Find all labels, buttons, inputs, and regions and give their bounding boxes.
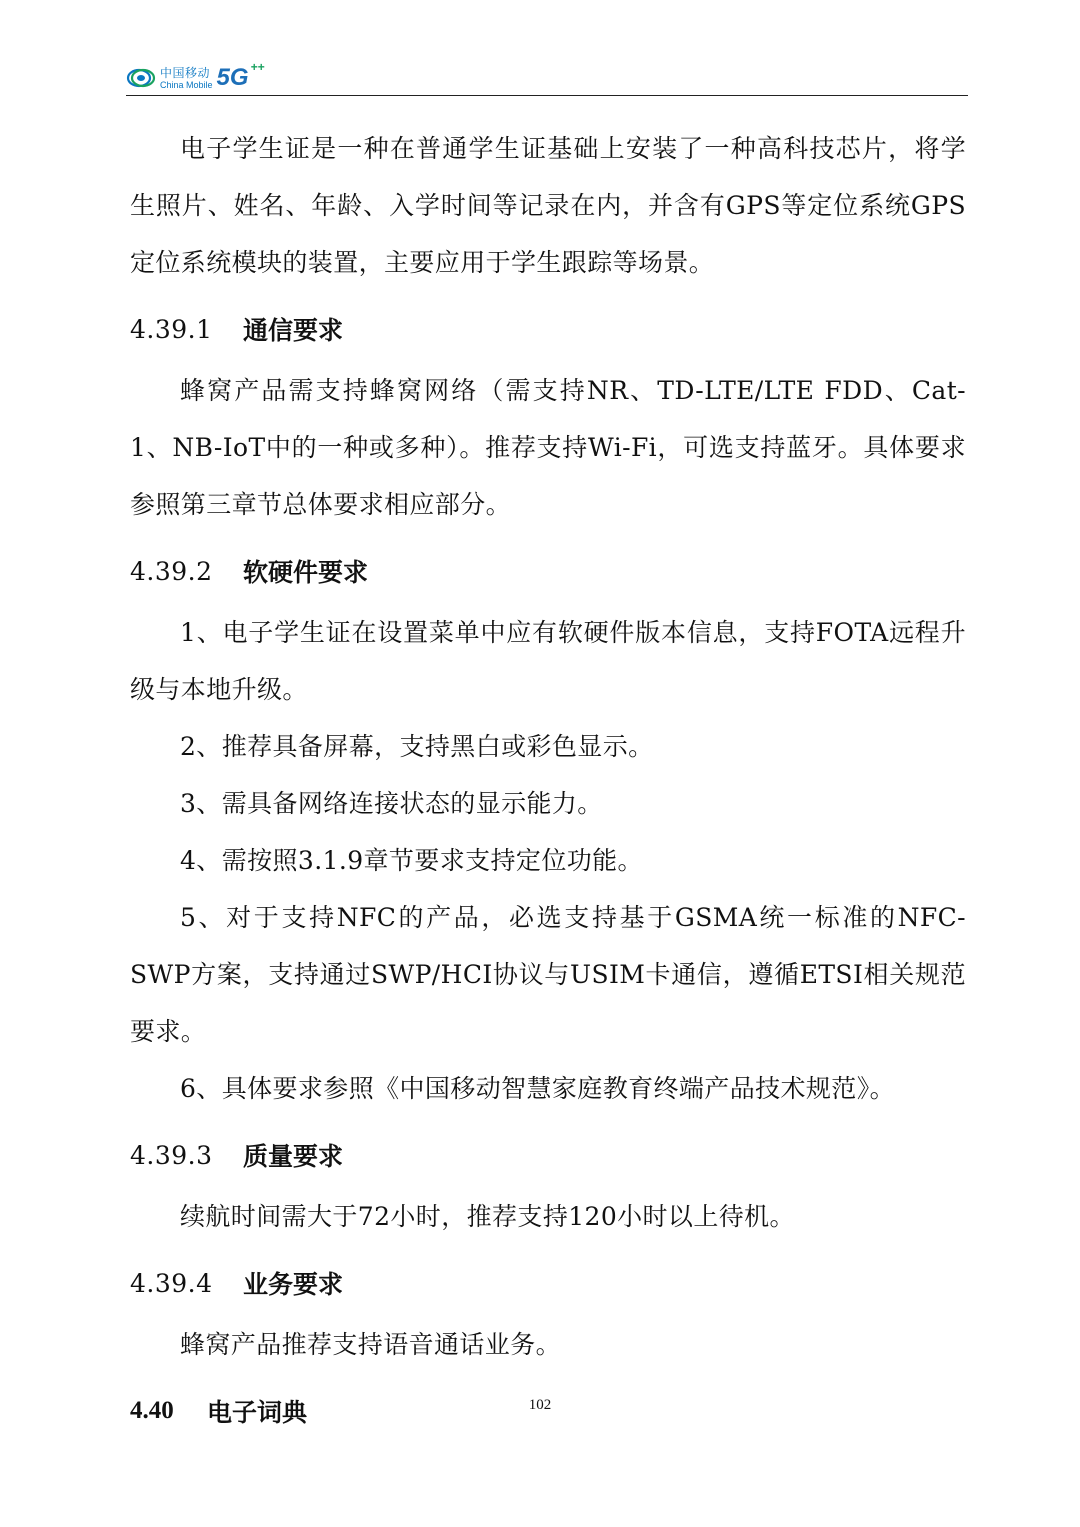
section-title: 业务要求 [243, 1270, 344, 1299]
list-item: 2、推荐具备屏幕，支持黑白或彩色显示。 [180, 732, 654, 761]
section-title: 通信要求 [243, 316, 344, 345]
section-title: 电子词典 [207, 1398, 308, 1427]
header-divider [126, 95, 968, 96]
section-heading-4-39-4 [130, 1250, 966, 1316]
page-number: 102 [528, 1397, 552, 1413]
page-header [126, 58, 968, 96]
section-number: 4.40 [130, 1397, 174, 1424]
logo-chinese-text: 中国移动 [160, 65, 211, 80]
list-item: 1、电子学生证在设置菜单中应有软硬件版本信息，支持FOTA远程升级与本地升级。 [130, 618, 966, 704]
section-title: 质量要求 [243, 1142, 344, 1171]
section-paragraph: 蜂窝产品推荐支持语音通话业务。 [180, 1330, 562, 1359]
document-body [130, 120, 966, 1444]
logo-5g-text: 5G [216, 64, 249, 91]
intro-paragraph: 电子学生证是一种在普通学生证基础上安装了一种高科技芯片，将学生照片、姓名、年龄、入学时间等记录在内，并含有GPS等定位系统GPS定位系统模块的装置，主要应用于学生跟踪等场景。 [130, 134, 966, 277]
section-heading-4-39-3 [130, 1122, 966, 1188]
section-number: 4.39.2 [130, 556, 213, 586]
section-paragraph: 蜂窝产品需支持蜂窝网络（需支持NR、TD-LTE/LTE FDD、Cat-1、NB-IoT中的一种或多种）。推荐支持Wi-Fi，可选支持蓝牙。具体要求参照第三章节总体要求相应部分。 [130, 376, 966, 519]
list-item: 5、对于支持NFC的产品，必选支持基于GSMA统一标准的NFC-SWP方案，支持通过SWP/HCI协议与USIM卡通信，遵循ETSI相关规范要求。 [130, 903, 966, 1046]
section-number: 4.39.1 [130, 314, 213, 344]
section-heading-4-39-2 [130, 538, 966, 604]
section-number: 4.39.3 [130, 1140, 213, 1170]
china-mobile-logo-icon [126, 65, 156, 91]
list-item: 4、需按照3.1.9章节要求支持定位功能。 [180, 846, 643, 875]
list-item: 6、具体要求参照《中国移动智慧家庭教育终端产品技术规范》。 [180, 1074, 896, 1103]
logo-english-text: China Mobile [160, 79, 213, 90]
logo-5g-mark [216, 60, 265, 92]
section-heading-4-39-1 [130, 296, 966, 362]
list-item: 3、需具备网络连接状态的显示能力。 [180, 789, 603, 818]
section-title: 软硬件要求 [243, 558, 369, 587]
section-number: 4.39.4 [130, 1268, 213, 1298]
section-paragraph: 续航时间需大于72小时，推荐支持120小时以上待机。 [180, 1202, 795, 1231]
china-mobile-logo [126, 60, 265, 94]
logo-5g-plus: ++ [250, 60, 265, 74]
